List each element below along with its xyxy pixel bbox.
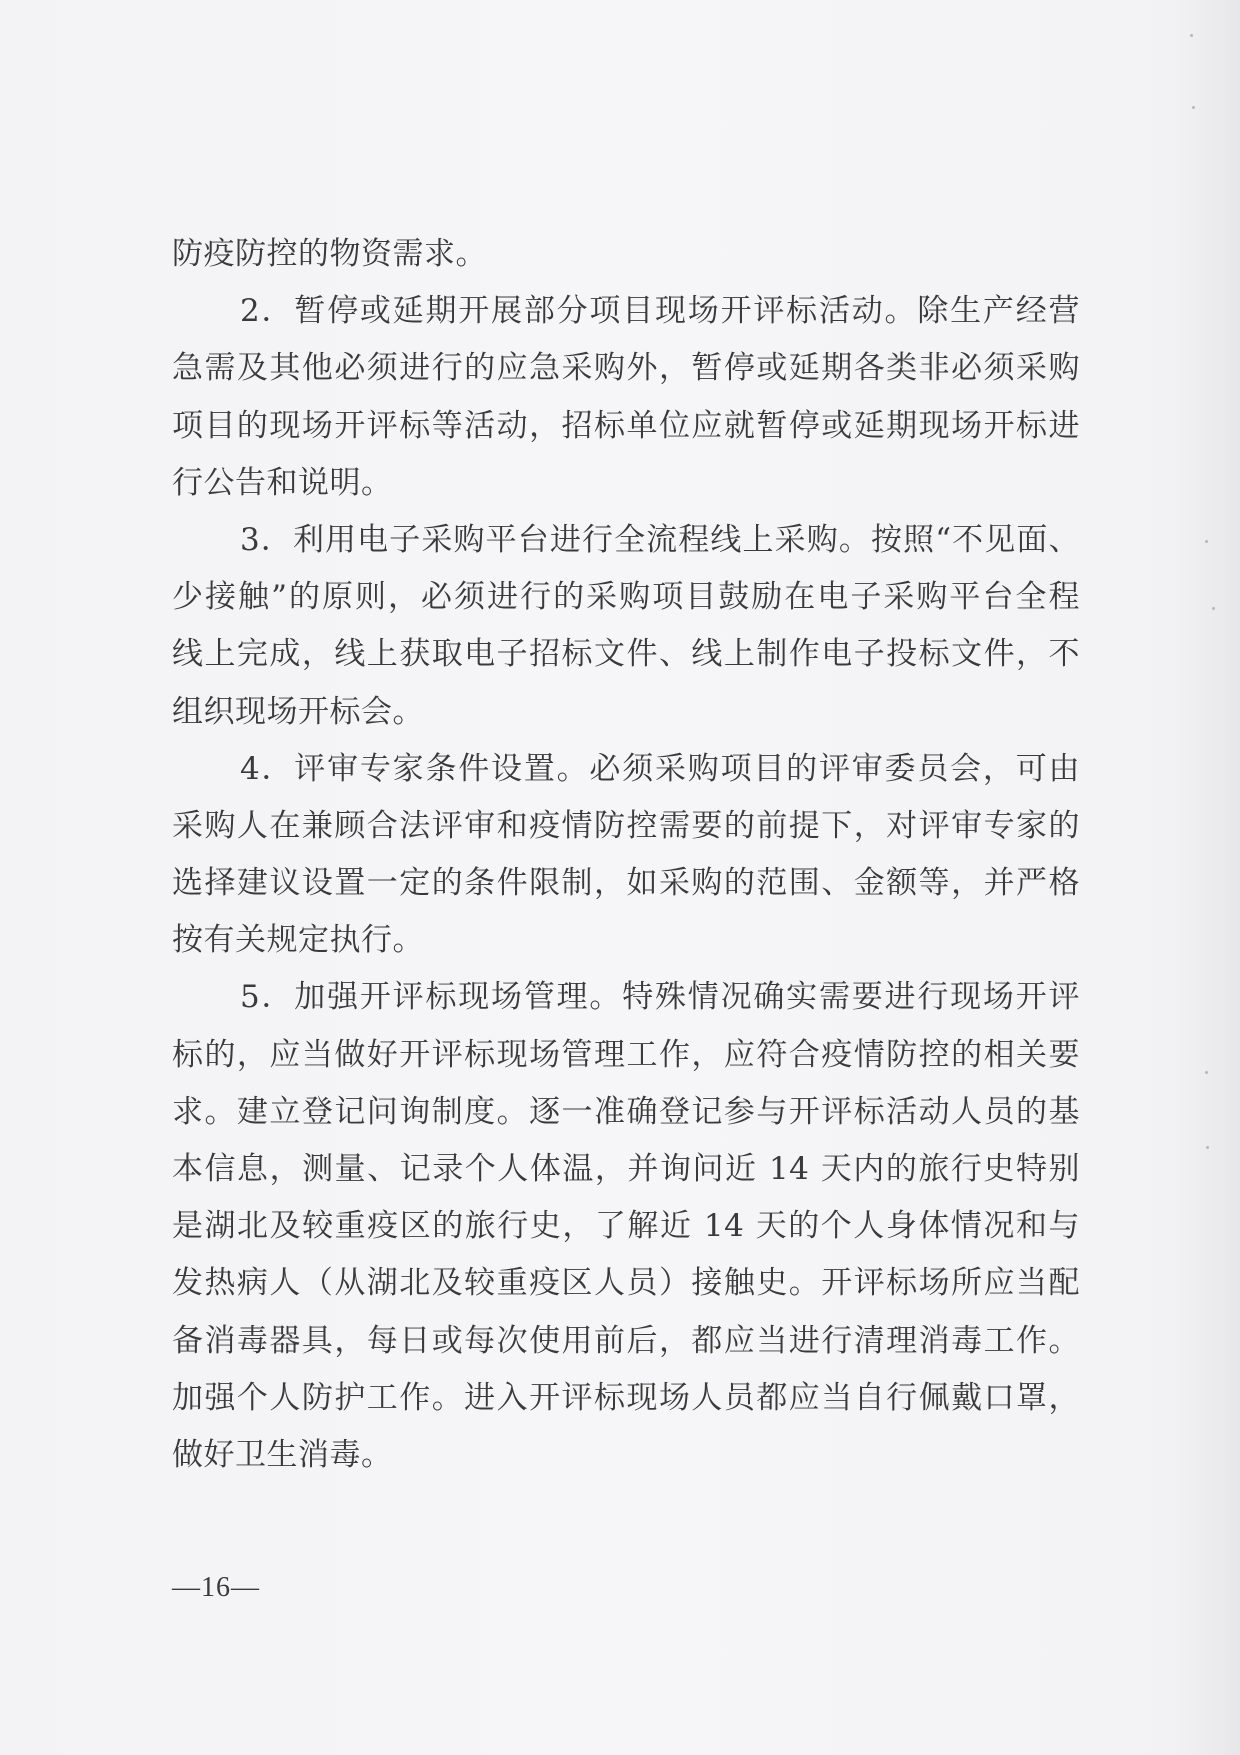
text-line: 急需及其他必须进行的应急采购外，暂停或延期各类非必须采购 <box>172 350 1080 387</box>
scan-speck <box>1205 540 1208 543</box>
scan-speck <box>1190 34 1193 37</box>
text-line: 本信息，测量、记录个人体温，并询问近 14 天内的旅行史特别 <box>172 1151 1080 1187</box>
text-line: 采购人在兼顾合法评审和疫情防控需要的前提下，对评审专家的 <box>172 807 1080 844</box>
scan-speck <box>1205 1071 1208 1074</box>
scan-edge-shadow <box>1170 0 1240 1755</box>
text-line: 按有关规定执行。 <box>172 922 424 959</box>
document-body <box>172 226 1080 1484</box>
text-line: 少接触”的原则，必须进行的采购项目鼓励在电子采购平台全程 <box>172 579 1080 616</box>
text-line: 是湖北及较重疫区的旅行史，了解近 14 天的个人身体情况和与 <box>172 1208 1080 1245</box>
text-line: 线上完成，线上获取电子招标文件、线上制作电子投标文件，不 <box>172 636 1080 673</box>
scan-speck <box>1212 607 1215 610</box>
text-line: 做好卫生消毒。 <box>172 1436 393 1473</box>
text-line: 行公告和说明。 <box>172 464 393 501</box>
text-line: 标的，应当做好开评标现场管理工作，应符合疫情防控的相关要 <box>172 1036 1080 1073</box>
scan-speck <box>1206 1146 1209 1149</box>
text-line: 5．加强开评标现场管理。特殊情况确实需要进行现场开评 <box>240 979 1080 1016</box>
page-number: —16— <box>172 1572 260 1603</box>
text-line: 3．利用电子采购平台进行全流程线上采购。按照“不见面、 <box>240 521 1080 558</box>
text-line: 4．评审专家条件设置。必须采购项目的评审委员会，可由 <box>240 750 1080 787</box>
text-line: 防疫防控的物资需求。 <box>172 236 487 272</box>
scan-speck <box>1192 106 1195 109</box>
text-line: 选择建议设置一定的条件限制，如采购的范围、金额等，并严格 <box>172 865 1080 902</box>
text-line: 组织现场开标会。 <box>172 693 424 730</box>
text-line: 备消毒器具，每日或每次使用前后，都应当进行清理消毒工作。 <box>172 1322 1080 1359</box>
text-line: 2．暂停或延期开展部分项目现场开评标活动。除生产经营 <box>240 293 1080 330</box>
text-line: 发热病人（从湖北及较重疫区人员）接触史。开评标场所应当配 <box>172 1265 1080 1302</box>
text-line: 项目的现场开评标等活动，招标单位应就暂停或延期现场开标进 <box>172 407 1080 444</box>
text-line: 求。建立登记问询制度。逐一准确登记参与开评标活动人员的基 <box>172 1093 1080 1130</box>
text-line: 加强个人防护工作。进入开评标现场人员都应当自行佩戴口罩， <box>172 1379 1080 1416</box>
